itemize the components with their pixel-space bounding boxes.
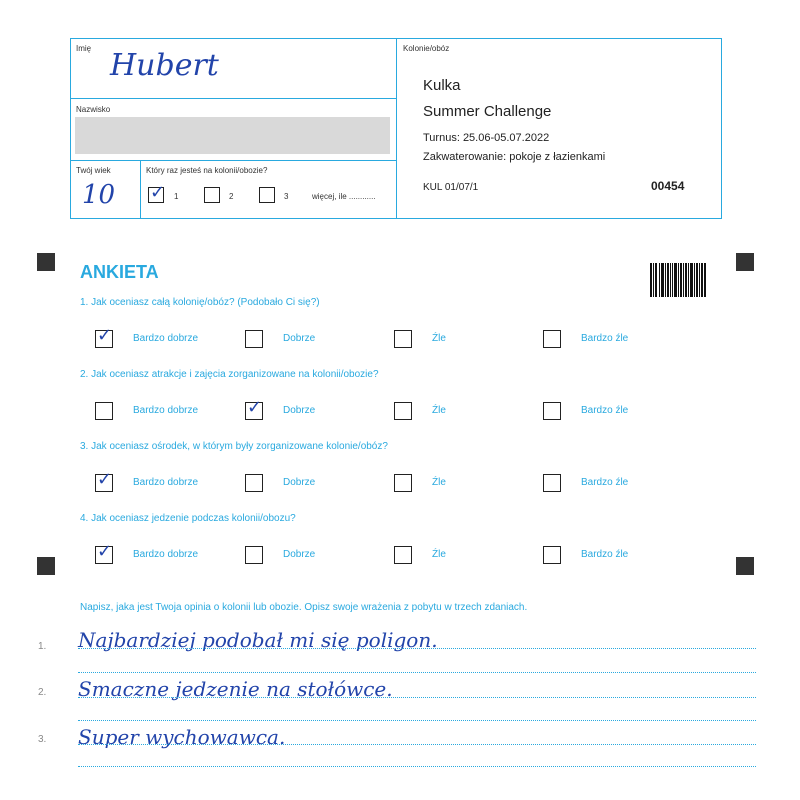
- times-label: Który raz jesteś na kolonii/obozie?: [146, 166, 268, 175]
- q3-label-bardzo-dobrze: Bardzo dobrze: [133, 477, 199, 488]
- q4-label-dobrze: Dobrze: [283, 549, 316, 560]
- name-label: Imię: [76, 44, 92, 53]
- question-1: 1. Jak oceniasz całą kolonię/obóz? (Podobało Ci się?): [80, 297, 320, 308]
- camp-label: Kolonie/obóz: [403, 44, 450, 53]
- q4-option-bardzo-zle[interactable]: [543, 546, 561, 564]
- q2-label-bardzo-zle: Bardzo źle: [581, 405, 629, 416]
- camp-name-2: Summer Challenge: [423, 103, 552, 120]
- times-option-2: 2: [229, 192, 234, 201]
- check-mark-icon: ✓: [97, 541, 113, 562]
- answer-2[interactable]: Smaczne jedzenie na stołówce.: [78, 677, 393, 701]
- surname-label: Nazwisko: [76, 105, 111, 114]
- check-mark-icon: ✓: [97, 469, 113, 490]
- q4-option-dobrze[interactable]: [245, 546, 263, 564]
- answer-number-2: 2.: [38, 687, 47, 698]
- times-checkbox-3[interactable]: [259, 187, 275, 203]
- q3-label-dobrze: Dobrze: [283, 477, 316, 488]
- q2-option-bardzo-zle[interactable]: [543, 402, 561, 420]
- registration-marker: [37, 557, 55, 575]
- turnus-text: Turnus: 25.06-05.07.2022: [423, 132, 550, 144]
- times-option-1: 1: [174, 192, 179, 201]
- check-mark-icon: ✓: [247, 397, 263, 418]
- question-2: 2. Jak oceniasz atrakcje i zajęcia zorganizowane na kolonii/obozie?: [80, 369, 379, 380]
- q4-option-bardzo-dobrze[interactable]: [95, 541, 113, 564]
- q2-option-zle[interactable]: [394, 402, 412, 420]
- age-value[interactable]: 10: [82, 180, 116, 210]
- q2-option-dobrze[interactable]: [245, 397, 263, 420]
- age-label: Twój wiek: [76, 166, 111, 175]
- barcode: [650, 263, 706, 297]
- question-4: 4. Jak oceniasz jedzenie podczas kolonii/obozu?: [80, 513, 296, 524]
- q1-label-dobrze: Dobrze: [283, 333, 316, 344]
- q3-option-dobrze[interactable]: [245, 474, 263, 492]
- accommodation-text: Zakwaterowanie: pokoje z łazienkami: [423, 151, 606, 163]
- answer-line: [78, 720, 756, 721]
- q3-option-bardzo-dobrze[interactable]: [95, 469, 113, 492]
- registration-marker: [736, 253, 754, 271]
- registration-marker: [736, 557, 754, 575]
- q4-label-bardzo-dobrze: Bardzo dobrze: [133, 549, 199, 560]
- answer-line: [78, 744, 756, 745]
- opinion-prompt: Napisz, jaka jest Twoja opinia o kolonii lub obozie. Opisz swoje wrażenia z pobytu w trzech zdaniach.: [80, 602, 528, 613]
- q1-label-bardzo-zle: Bardzo źle: [581, 333, 629, 344]
- camp-name-1: Kulka: [423, 77, 461, 94]
- answer-number-1: 1.: [38, 641, 47, 652]
- answer-number-3: 3.: [38, 734, 47, 745]
- q1-option-dobrze[interactable]: [245, 330, 263, 348]
- q4-label-zle: Źle: [432, 549, 446, 560]
- q2-label-dobrze: Dobrze: [283, 405, 316, 416]
- name-value[interactable]: Hubert: [110, 48, 219, 83]
- q3-option-bardzo-zle[interactable]: [543, 474, 561, 492]
- surname-redaction: [75, 117, 390, 154]
- q1-option-zle[interactable]: [394, 330, 412, 348]
- question-3: 3. Jak oceniasz ośrodek, w którym były zorganizowane kolonie/obóz?: [80, 441, 388, 452]
- form-number: 00454: [651, 179, 685, 193]
- q3-label-bardzo-zle: Bardzo źle: [581, 477, 629, 488]
- answer-1[interactable]: Najbardziej podobał mi się poligon.: [78, 628, 438, 652]
- answer-3[interactable]: Super wychowawca.: [78, 725, 286, 749]
- barcode-image: [650, 263, 706, 297]
- q2-label-zle: Źle: [432, 405, 446, 416]
- q3-label-zle: Źle: [432, 477, 446, 488]
- q1-label-bardzo-dobrze: Bardzo dobrze: [133, 333, 199, 344]
- q1-option-bardzo-dobrze[interactable]: [95, 325, 113, 348]
- q1-label-zle: Źle: [432, 333, 446, 344]
- times-checkbox-2[interactable]: [204, 187, 220, 203]
- header-divider: [396, 38, 397, 219]
- times-option-3: 3: [284, 192, 289, 201]
- answer-line: [78, 672, 756, 673]
- q1-option-bardzo-zle[interactable]: [543, 330, 561, 348]
- answer-line: [78, 697, 756, 698]
- q4-label-bardzo-zle: Bardzo źle: [581, 549, 629, 560]
- check-mark-icon: ✓: [97, 325, 113, 346]
- times-checkbox-1[interactable]: [148, 182, 166, 203]
- answer-line: [78, 648, 756, 649]
- q2-label-bardzo-dobrze: Bardzo dobrze: [133, 405, 199, 416]
- answer-line: [78, 766, 756, 767]
- q4-option-zle[interactable]: [394, 546, 412, 564]
- camp-code: KUL 01/07/1: [423, 182, 479, 193]
- times-more-label: więcej, ile ............: [312, 192, 376, 201]
- check-mark-icon: ✓: [150, 182, 166, 203]
- q2-option-bardzo-dobrze[interactable]: [95, 402, 113, 420]
- registration-marker: [37, 253, 55, 271]
- survey-title: ANKIETA: [80, 262, 159, 282]
- q3-option-zle[interactable]: [394, 474, 412, 492]
